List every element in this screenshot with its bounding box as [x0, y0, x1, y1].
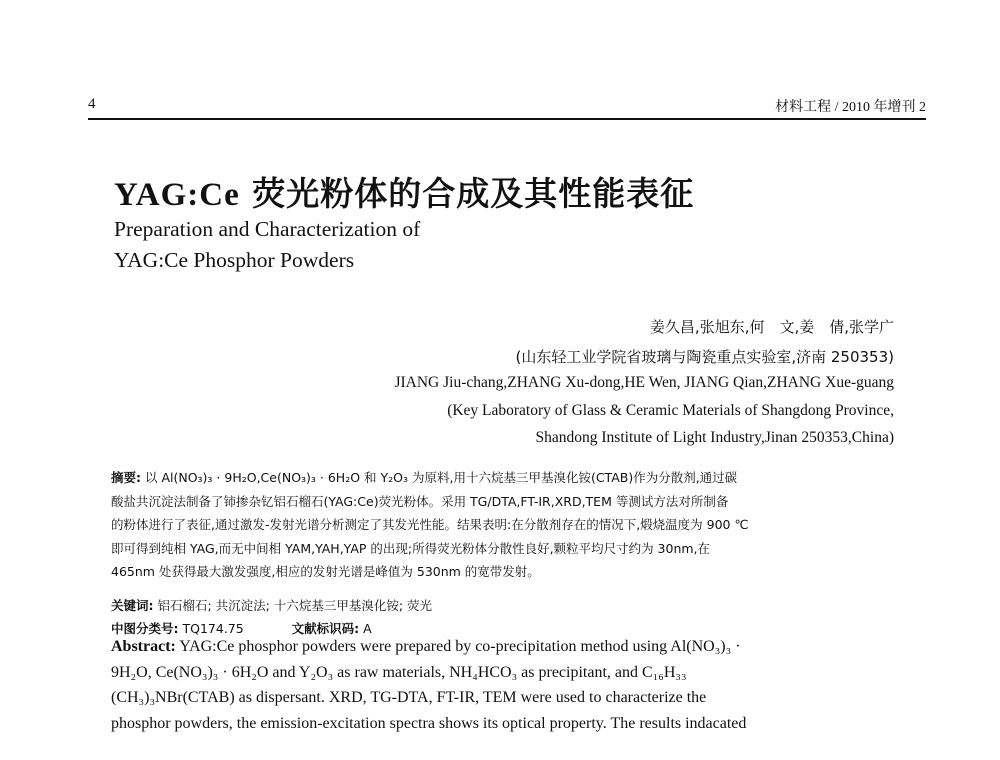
keywords: [111, 596, 432, 614]
authors-english: JIANG Jiu-chang,ZHANG Xu-dong,HE Wen, JIANG Qian,ZHANG Xue-guang: [394, 374, 894, 391]
abstract-chinese-line: 摘要: 以 Al(NO₃)₃ · 9H₂O,Ce(NO₃)₃ · 6H₂O 和 Y₂O₃ 为原料,用十六烷基三甲基溴化铵(CTAB)作为分散剂,通过碳: [111, 470, 738, 485]
abstract-english-line: (CH₃)₃NBr(CTAB) as dispersant. XRD, TG-DTA, FT-IR, TEM were used to characterize the: [111, 689, 707, 706]
abstract-chinese-line: 酸盐共沉淀法制备了铈掺杂钇铝石榴石(YAG:Ce)荧光粉体。采用 TG/DTA,FT-IR,XRD,TEM 等测试方法对所制备: [111, 493, 729, 509]
doc-code-value: A: [363, 621, 372, 636]
class-value: TQ174.75: [182, 621, 244, 636]
title-english: [114, 214, 420, 276]
abstract-english-line: phosphor powders, the emission-excitation spectra shows its optical property. The results indacated: [111, 714, 747, 732]
keywords-value: 铝石榴石; 共沉淀法; 十六烷基三甲基溴化铵; 荧光: [157, 598, 433, 613]
affiliation-english-line-1: (Key Laboratory of Glass & Ceramic Materials of Shangdong Province,: [447, 402, 894, 419]
abstract-english-line: Abstract: YAG:Ce phosphor powders were prepared by co-precipitation method using Al(NO₃)₃ ·: [111, 638, 741, 655]
title-english-line-2: YAG:Ce Phosphor Powders: [114, 248, 355, 272]
keywords-label: 关键词:: [111, 598, 154, 613]
title-chinese: [114, 168, 694, 215]
page-number: 4: [88, 96, 96, 112]
abstract-chinese-line: 465nm 处获得最大激发强度,相应的发射光谱是峰值为 530nm 的宽带发射。: [111, 564, 540, 579]
abstract-english: [111, 634, 897, 736]
running-header: [88, 96, 926, 120]
abstract-chinese: [111, 466, 895, 584]
doc-code-label: 文献标识码:: [291, 621, 360, 636]
title-english-line-1: Preparation and Characterization of: [114, 217, 421, 241]
title-chinese-rest: 荧光粉体的合成及其性能表征: [239, 174, 695, 213]
abstract-chinese-label: 摘要:: [111, 470, 141, 485]
abstract-chinese-line: 的粉体进行了表征,通过激发-发射光谱分析测定了其发光性能。结果表明:在分散剂存在的情况下,煅烧温度为 900 ℃: [111, 517, 749, 532]
affiliation-english-line-2: Shandong Institute of Light Industry,Jinan 250353,China): [535, 429, 894, 446]
authors-chinese: 姜久昌,张旭东,何 文,姜 倩,张学广: [649, 318, 894, 336]
abstract-english-line: 9H₂O, Ce(NO₃)₃ · 6H₂O and Y₂O₃ as raw materials, NH₄HCO₃ as precipitant, and C₁₆H₃₃: [111, 663, 687, 681]
affiliation-chinese: (山东轻工业学院省玻璃与陶瓷重点实验室,济南 250353): [515, 348, 894, 366]
title-chinese-prefix: YAG:Ce: [114, 177, 240, 213]
abstract-chinese-line: 即可得到纯相 YAG,而无中间相 YAM,YAH,YAP 的出现;所得荧光粉体分散性良好,颗粒平均尺寸约为 30nm,在: [111, 540, 711, 556]
journal-info: 材料工程 / 2010 年增刊 2: [775, 100, 926, 115]
abstract-english-label: Abstract:: [111, 638, 176, 655]
class-label: 中图分类号:: [111, 621, 179, 636]
